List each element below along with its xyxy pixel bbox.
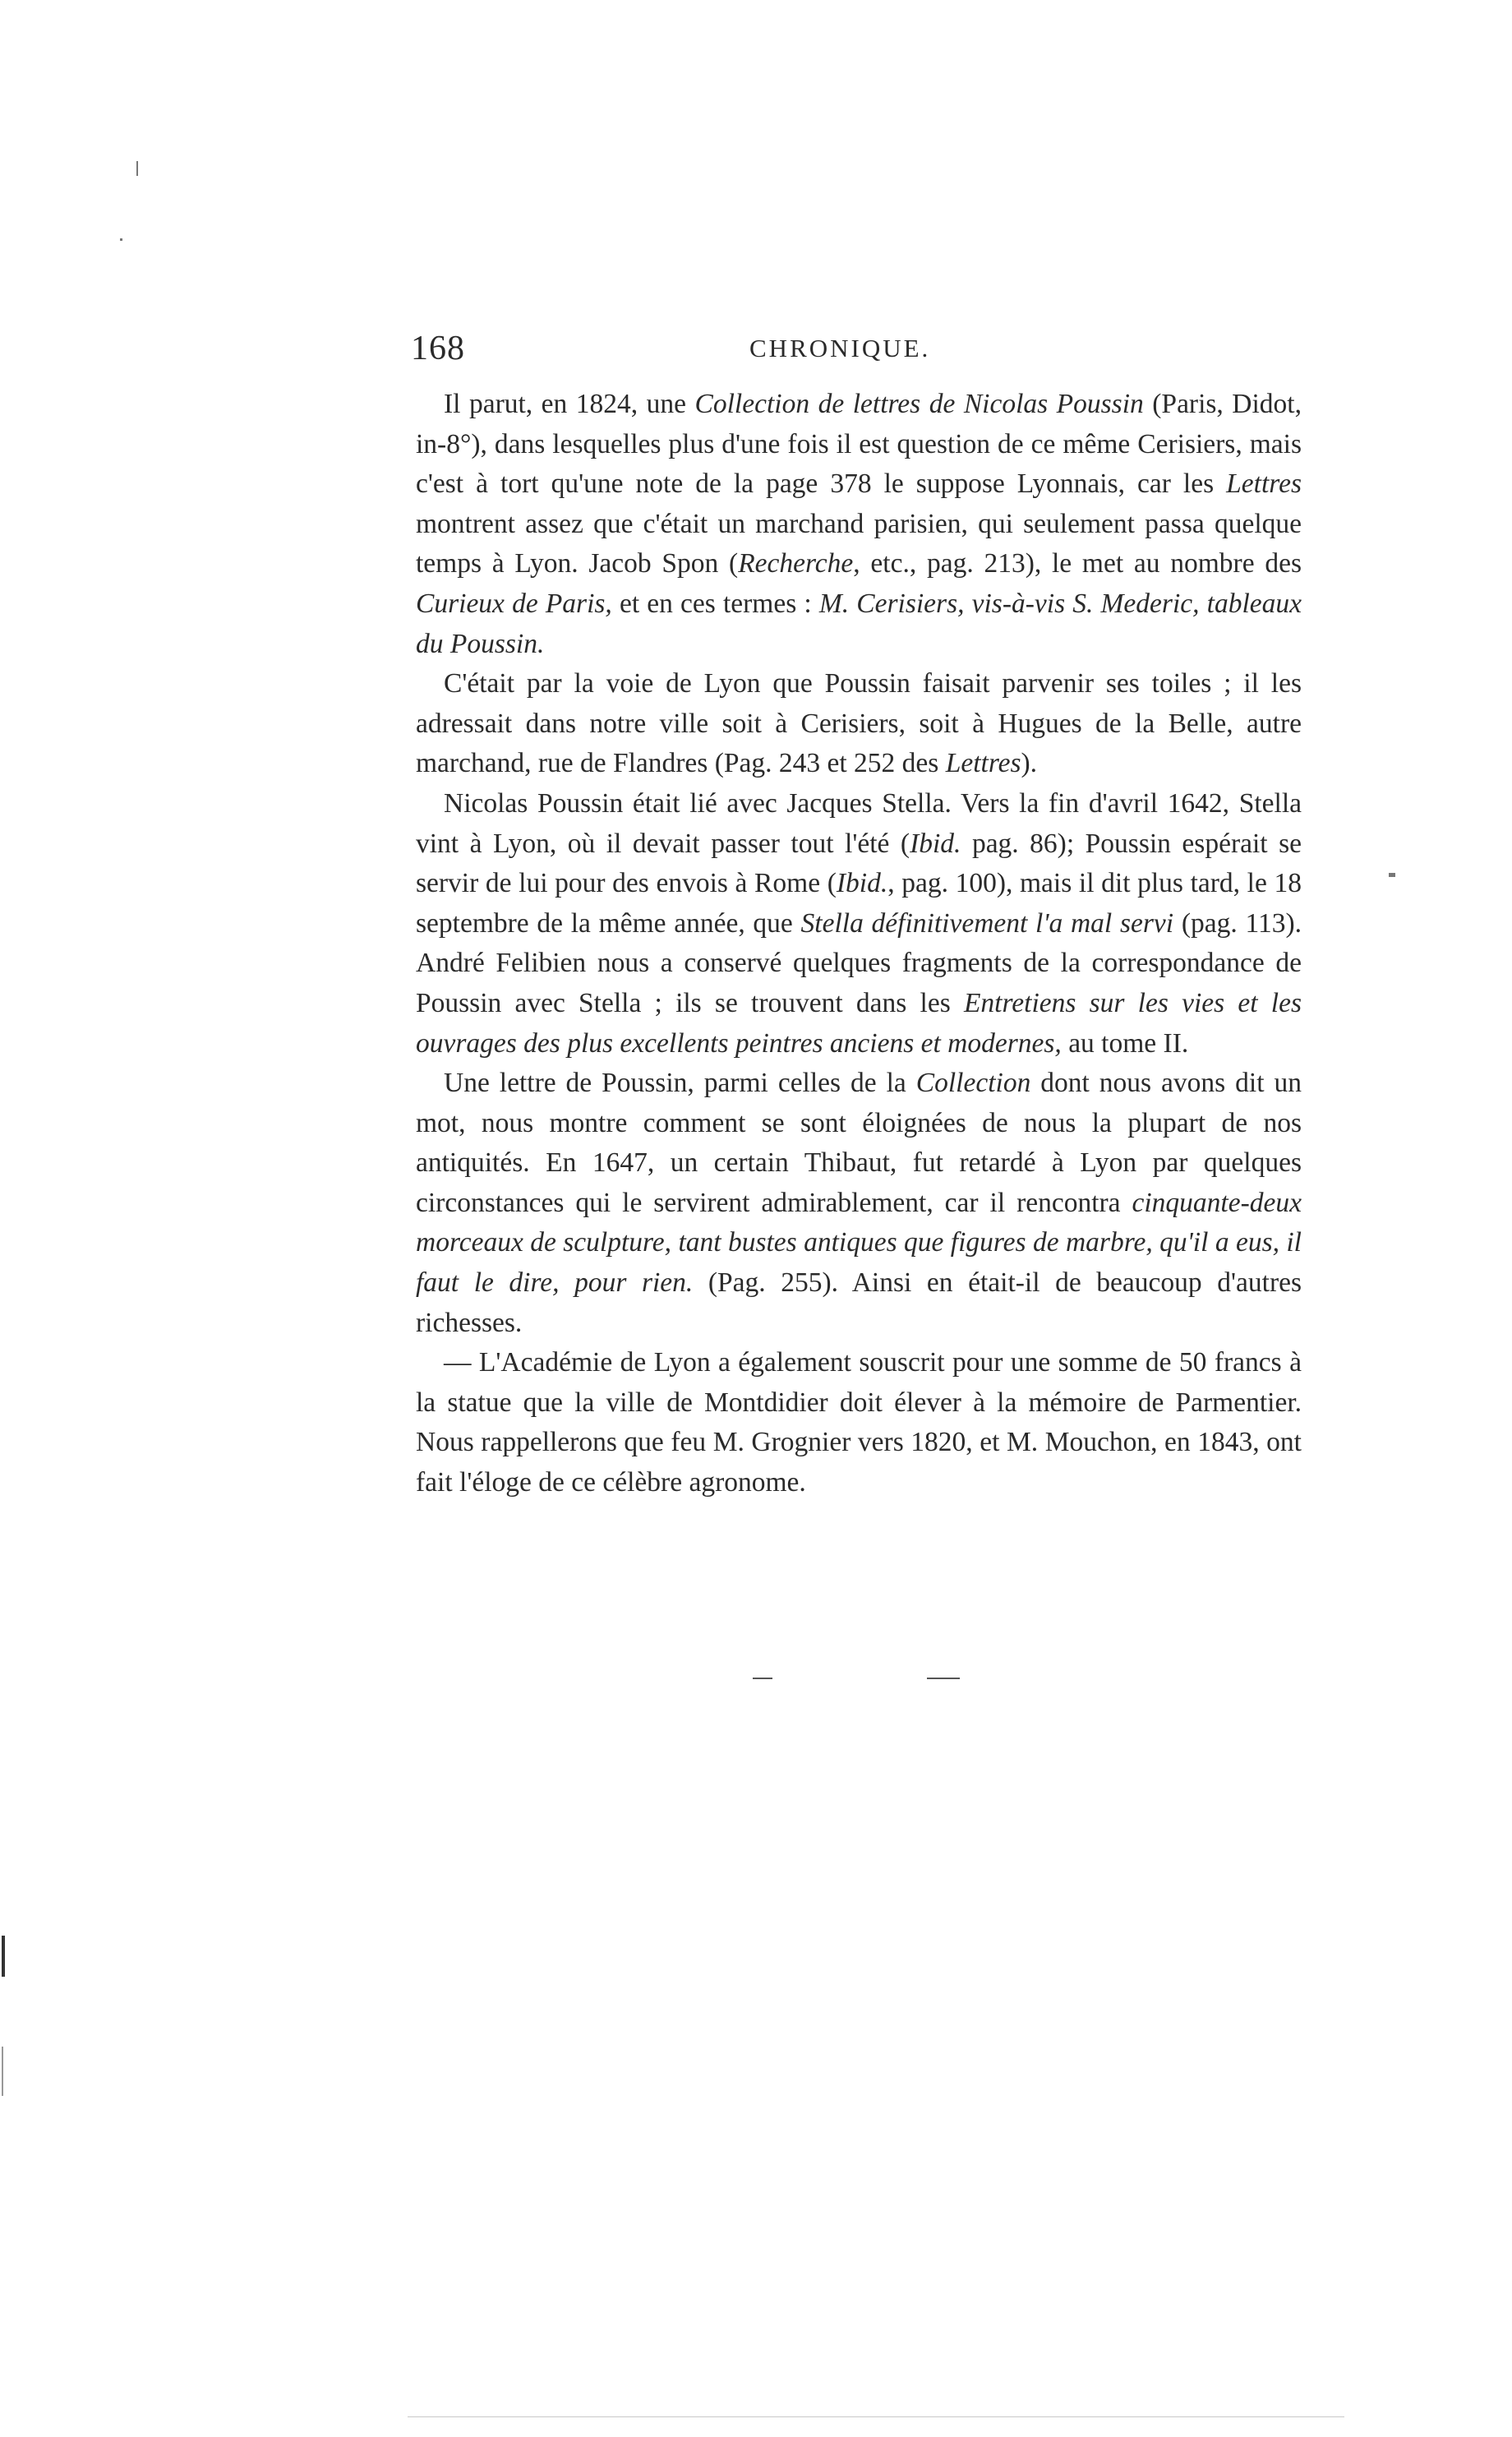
text-run: pag. 86); Poussin espérait se servir de lui pour des envois à Rome (	[416, 828, 1302, 899]
italic-text: cinquante-deux morceaux de sculpture, tant bustes antiques que figures de marbre, qu'il a eus, il faut le dire, pour rien.	[416, 1187, 1302, 1299]
text-run: Nicolas Poussin était lié avec Jacques Stella. Vers la fin d'avril 1642, Stella vint à Lyon, où il devait passer tout l'été (	[416, 787, 1302, 859]
paragraph-2	[416, 664, 1302, 784]
italic-text: Lettres	[1226, 468, 1302, 500]
text-run: Il parut, en 1824, une	[444, 389, 695, 419]
text-run: — L'Académie de Lyon a également souscrit pour une somme de 50 francs à la statue que la ville de Montdidier doit élever à la mémoire de Parmentier. Nous rappellerons que feu M. Grognier vers 1820, et M. Mouchon, en 1843, ont fait l'éloge de ce célèbre agronome.	[416, 1347, 1302, 1498]
running-title: CHRONIQUE.	[749, 334, 931, 362]
italic-text: Ibid.	[910, 828, 961, 859]
italic-text: Curieux de Paris,	[416, 588, 612, 619]
italic-text: Recherche	[738, 548, 854, 579]
running-head	[411, 329, 1298, 378]
scan-mark	[1389, 873, 1395, 877]
scan-edge	[408, 2416, 1344, 2417]
paragraph-5	[416, 1343, 1302, 1502]
section-divider-right	[927, 1678, 960, 1679]
scan-mark	[136, 161, 138, 176]
scan-mark	[2, 2047, 3, 2096]
italic-text: Ibid.	[836, 868, 888, 899]
text-run: , pag. 100), mais il dit plus tard, le 18 septembre de la même année, que	[416, 868, 1302, 939]
text-run: (Paris, Didot, in-8°), dans lesquelles plus d'une fois il est question de ce même Cerisiers, mais c'est à tort qu'une note de la page 378 le suppose Lyonnais, car les	[416, 389, 1302, 500]
section-divider-left	[753, 1678, 772, 1679]
paragraph-4	[416, 1064, 1302, 1343]
italic-text: Lettres	[945, 748, 1021, 779]
italic-text: Collection de lettres de Nicolas Poussin	[694, 389, 1144, 419]
text-run: (pag. 113). André Felibien nous a conservé quelques fragments de la correspondance de Poussin avec Stella ; ils se trouvent dans les	[416, 907, 1302, 1018]
text-run: , etc., pag. 213), le met au nombre des	[853, 548, 1302, 579]
scan-mark	[2, 1936, 5, 1977]
paragraph-1	[416, 385, 1302, 664]
italic-text: Entretiens sur les vies et les ouvrages des plus excellents peintres anciens et modernes,	[416, 987, 1302, 1059]
italic-text: M. Cerisiers, vis-à-vis S. Mederic, tableaux du Poussin.	[416, 588, 1302, 659]
text-run: et en ces termes :	[611, 588, 819, 619]
italic-text: Stella définitivement l'a mal servi	[800, 907, 1174, 939]
scan-mark	[120, 238, 122, 241]
text-run: Une lettre de Poussin, parmi celles de la	[444, 1068, 916, 1099]
text-run: montrent assez que c'était un marchand parisien, qui seulement passa quelque temps à Lyon. Jacob Spon (	[416, 508, 1302, 579]
text-run: C'était par la voie de Lyon que Poussin faisait parvenir ses toiles ; il les adressait dans notre ville soit à Cerisiers, soit à Hugues de la Belle, autre marchand, rue de Flandres (Pag. 243 et 252 des	[416, 668, 1302, 779]
page-number: 168	[411, 330, 465, 367]
text-run: au tome II.	[1061, 1027, 1189, 1059]
paragraph-3	[416, 784, 1302, 1064]
italic-text: Collection	[915, 1068, 1031, 1099]
text-run: dont nous avons dit un mot, nous montre comment se sont éloignées de nous la plupart de nos antiquités. En 1647, un certain Thibaut, fut retardé à Lyon par quelques circonstances qui le servirent admirablement, car il rencontra	[416, 1068, 1302, 1218]
text-run: ).	[1021, 748, 1038, 779]
text-run: (Pag. 255). Ainsi en était-il de beaucoup d'autres richesses.	[416, 1267, 1302, 1338]
body-text	[416, 385, 1302, 1503]
